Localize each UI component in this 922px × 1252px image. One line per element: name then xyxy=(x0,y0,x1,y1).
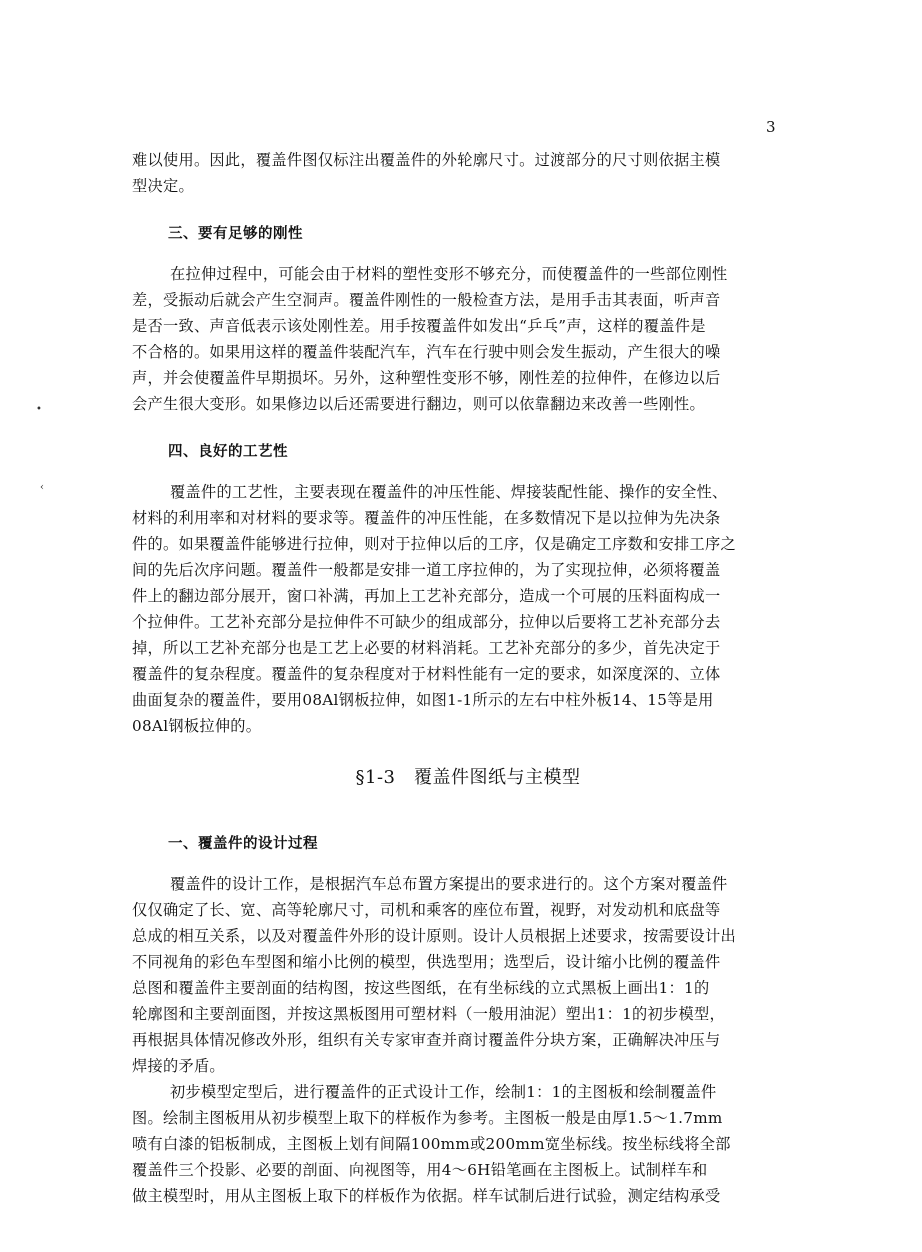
text-line: 不合格的。如果用这样的覆盖件装配汽车，汽车在行驶中则会发生振动，产生很大的噪 xyxy=(132,343,721,361)
paragraph xyxy=(132,261,804,417)
text-line: 材料的利用率和对材料的要求等。覆盖件的冲压性能，在多数情况下是以拉伸为先决条 xyxy=(132,509,721,527)
text-line: 轮廓图和主要剖面图，并按这黑板图用可塑材料（一般用油泥）塑出1：1的初步模型， xyxy=(132,1005,725,1023)
paragraph xyxy=(132,1079,804,1209)
text-line: 覆盖件的工艺性，主要表现在覆盖件的冲压性能、焊接装配性能、操作的安全性、 xyxy=(170,483,728,501)
margin-mark: • xyxy=(36,404,42,415)
text-line: 个拉伸件。工艺补充部分是拉伸件不可缺少的组成部分，拉伸以后要将工艺补充部分去 xyxy=(132,613,721,631)
paragraph xyxy=(132,147,804,199)
text-line: 掉，所以工艺补充部分也是工艺上必要的材料消耗。工艺补充部分的多少，首先决定于 xyxy=(132,639,721,657)
text-line: 总成的相互关系，以及对覆盖件外形的设计原则。设计人员根据上述要求，按需要设计出 xyxy=(132,927,737,945)
text-line: 曲面复杂的覆盖件，要用08Al钢板拉伸，如图1-1所示的左右中柱外板14、15等是用 xyxy=(132,691,714,709)
text-line: 焊接的矛盾。 xyxy=(132,1057,225,1075)
text-line: 差，受振动后就会产生空洞声。覆盖件刚性的一般检查方法，是用手击其表面，听声音 xyxy=(132,291,721,309)
section-heading: 三、要有足够的刚性 xyxy=(168,225,303,242)
text-line: 会产生很大变形。如果修边以后还需要进行翻边，则可以依靠翻边来改善一些刚性。 xyxy=(132,395,706,413)
paragraph xyxy=(132,479,804,739)
text-line: 喷有白漆的铝板制成，主图板上划有间隔100mm或200mm宽坐标线。按坐标线将全部 xyxy=(132,1135,731,1153)
text-line: 不同视角的彩色车型图和缩小比例的模型，供选型用；选型后，设计缩小比例的覆盖件 xyxy=(132,953,721,971)
text-line: 仅仅确定了长、宽、高等轮廓尺寸，司机和乘客的座位布置，视野，对发动机和底盘等 xyxy=(132,901,721,919)
text-line: 是否一致、声音低表示该处刚性差。用手按覆盖件如发出“乒乓”声，这样的覆盖件是 xyxy=(132,317,706,335)
section-heading: 一、覆盖件的设计过程 xyxy=(168,835,318,852)
margin-mark: ‹ xyxy=(40,482,44,493)
text-line: 总图和覆盖件主要剖面的结构图，按这些图纸，在有坐标线的立式黑板上画出1：1的 xyxy=(132,979,710,997)
paragraph xyxy=(132,871,804,1079)
text-line: 08Al钢板拉伸的。 xyxy=(132,717,262,735)
text-line: 覆盖件三个投影、必要的剖面、向视图等，用4～6H铅笔画在主图板上。试制样车和 xyxy=(132,1161,708,1179)
page-number: 3 xyxy=(766,118,776,136)
section-title: §1-3 覆盖件图纸与主模型 xyxy=(355,767,581,788)
text-line: 件上的翻边部分展开，窗口补满，再加上工艺补充部分，造成一个可展的压料面构成一 xyxy=(132,587,721,605)
text-line: 在拉伸过程中，可能会由于材料的塑性变形不够充分，而使覆盖件的一些部位刚性 xyxy=(170,265,728,283)
section-heading: 四、良好的工艺性 xyxy=(168,443,288,460)
body-text xyxy=(132,147,804,1209)
text-line: 声，并会使覆盖件早期损坏。另外，这种塑性变形不够，刚性差的拉伸件，在修边以后 xyxy=(132,369,721,387)
text-line: 件的。如果覆盖件能够进行拉伸，则对于拉伸以后的工序，仅是确定工序数和安排工序之 xyxy=(132,535,737,553)
text-line: 做主模型时，用从主图板上取下的样板作为依据。样车试制后进行试验，测定结构承受 xyxy=(132,1187,721,1205)
text-line: 图。绘制主图板用从初步模型上取下的样板作为参考。主图板一般是由厚1.5～1.7mm xyxy=(132,1109,723,1127)
text-line: 难以使用。因此，覆盖件图仅标注出覆盖件的外轮廓尺寸。过渡部分的尺寸则依据主模 xyxy=(132,151,721,169)
text-line: 覆盖件的设计工作，是根据汽车总布置方案提出的要求进行的。这个方案对覆盖件 xyxy=(170,875,728,893)
text-line: 型决定。 xyxy=(132,177,194,195)
text-line: 再根据具体情况修改外形，组织有关专家审查并商讨覆盖件分块方案，正确解决冲压与 xyxy=(132,1031,721,1049)
text-line: 初步模型定型后，进行覆盖件的正式设计工作，绘制1：1的主图板和绘制覆盖件 xyxy=(170,1083,717,1101)
text-line: 覆盖件的复杂程度。覆盖件的复杂程度对于材料性能有一定的要求，如深度深的、立体 xyxy=(132,665,721,683)
text-line: 间的先后次序问题。覆盖件一般都是安排一道工序拉伸的，为了实现拉伸，必须将覆盖 xyxy=(132,561,721,579)
